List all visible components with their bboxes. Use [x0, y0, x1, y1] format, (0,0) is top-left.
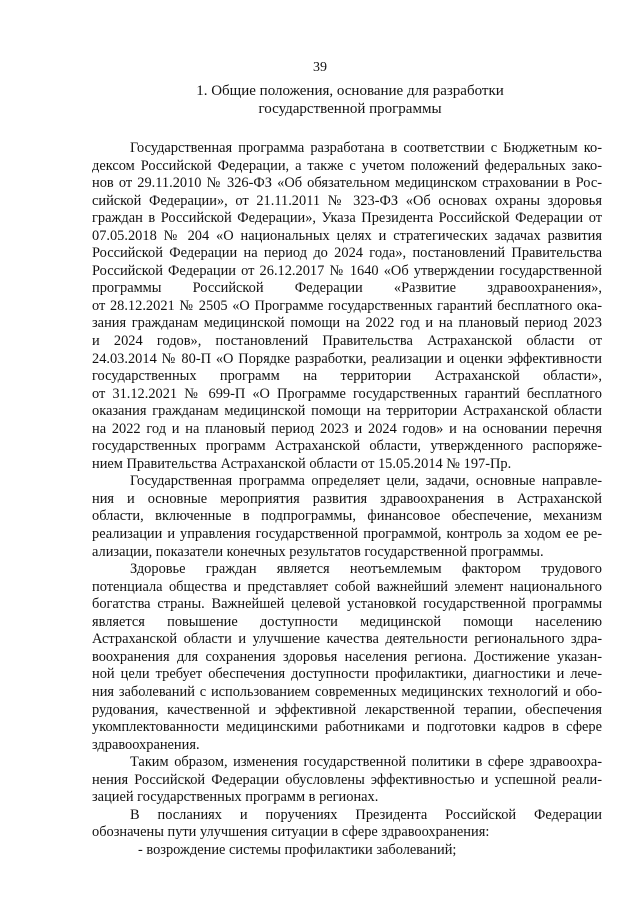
paragraph-line: нием Правительства Астраханской области от 15.05.2014 № 197-Пр. [92, 455, 512, 472]
paragraph [92, 754, 602, 807]
paragraph-line: области, включенные в подпрограммы, финансовое обеспечение, механизм [92, 508, 602, 525]
paragraph-line: программы Российской Федерации «Развитие здравоохранения», [92, 280, 602, 297]
paragraph-line: 07.05.2018 № 204 «О национальных целях и стратегических задачах развития [92, 227, 602, 244]
paragraph-line: на 2022 год и на плановый период 2023 и 2024 годов» и на основании перечня [92, 420, 602, 437]
paragraph-line: обозначены пути улучшения ситуации в сфере здравоохранения: [92, 824, 490, 841]
section-title [110, 82, 590, 118]
paragraph-line: рудования, качественной и эффективной лекарственной терапии, обеспечения [92, 701, 602, 718]
section-title-line-1: 1. Общие положения, основание для разработки [196, 83, 504, 99]
paragraph-line: ния и основные мероприятия развития здравоохранения в Астраханской [92, 490, 602, 507]
paragraph-line: потенциала общества и представляет собой важнейший элемент национального [92, 578, 602, 595]
paragraph-line: Таким образом, изменения государственной политики в сфере здравоохра- [130, 754, 602, 771]
paragraph-line: реализации и управления государственной программой, контроль за ходом ее ре- [92, 526, 602, 543]
paragraph-line: Здоровье граждан является неотъемлемым фактором трудового [130, 561, 602, 578]
paragraph-line: ной цели требует обеспечения доступности профилактики, диагностики и лече- [92, 666, 602, 683]
paragraph [92, 807, 602, 842]
document-body [92, 140, 602, 859]
paragraph-line: ализации, показатели конечных результатов государственной программы. [92, 543, 544, 560]
paragraph [92, 561, 602, 754]
paragraph-line: Российской Федерации на период до 2024 года», постановлений Правительства [92, 245, 602, 262]
paragraph-line: оказания гражданам медицинской помощи на территории Астраханской области [92, 403, 602, 420]
paragraph-line: является повышение доступности медицинской помощи населению [92, 613, 602, 630]
paragraph-line: Государственная программа определяет цели, задачи, основные направле- [130, 473, 602, 490]
paragraph-line: воохранения для сохранения здоровья населения региона. Достижение указан- [92, 648, 602, 665]
paragraph-line: зания гражданам медицинской помощи на 2022 год и на плановый период 2023 [92, 315, 602, 332]
paragraph-line: сийской Федерации», от 21.11.2011 № 323-ФЗ «Об основах охраны здоровья [92, 192, 602, 209]
paragraph-line: ния заболеваний с использованием современных медицинских технологий и обо- [92, 683, 602, 700]
paragraph-line: граждан в Российской Федерации», Указа Президента Российской Федерации от [92, 210, 602, 227]
paragraph-line: от 31.12.2021 № 699-П «О Программе государственных гарантий бесплатного [92, 385, 602, 402]
paragraph-line: укомплектованности медицинскими работниками и подготовки кадров в сфере [92, 719, 602, 736]
paragraph-line: дексом Российской Федерации, а также с учетом положений федеральных зако- [92, 157, 602, 174]
paragraph-line: здравоохранения. [92, 736, 200, 753]
paragraph-line: и 2024 годов», постановлений Правительства Астраханской области от [92, 333, 602, 350]
paragraph-line: зацией государственных программ в регионах. [92, 789, 379, 806]
paragraph-line: богатства страны. Важнейшей целевой установкой государственной программы [92, 596, 602, 613]
paragraph-line: государственных программ Астраханской области, утвержденного распоряже- [92, 438, 602, 455]
paragraph-line: Астраханской области и улучшение качества деятельности регионального здра- [92, 631, 602, 648]
list-item: - возрождение системы профилактики заболеваний; [138, 841, 457, 858]
paragraph-line: государственных программ на территории Астраханской области», [92, 368, 602, 385]
section-title-line-2: государственной программы [258, 101, 442, 117]
paragraph-line: от 28.12.2021 № 2505 «О Программе государственных гарантий бесплатного ока- [92, 297, 602, 314]
paragraph-line: нения Российской Федерации обусловлены эффективностью и успешной реали- [92, 771, 602, 788]
paragraph-line: Государственная программа разработана в соответствии с Бюджетным ко- [130, 140, 602, 156]
paragraph [92, 140, 602, 473]
paragraph-line: В посланиях и поручениях Президента Российской Федерации [130, 806, 602, 823]
paragraph-line: нов от 29.11.2010 № 326-ФЗ «Об обязательном медицинском страховании в Рос- [92, 175, 602, 192]
paragraph-line: 24.03.2014 № 80-П «О Порядке разработки, реализации и оценки эффективности [92, 350, 602, 367]
paragraph [92, 473, 602, 561]
page-number: 39 [313, 60, 327, 75]
paragraph-line: Российской Федерации от 26.12.2017 № 1640 «Об утверждении государственной [92, 262, 602, 279]
